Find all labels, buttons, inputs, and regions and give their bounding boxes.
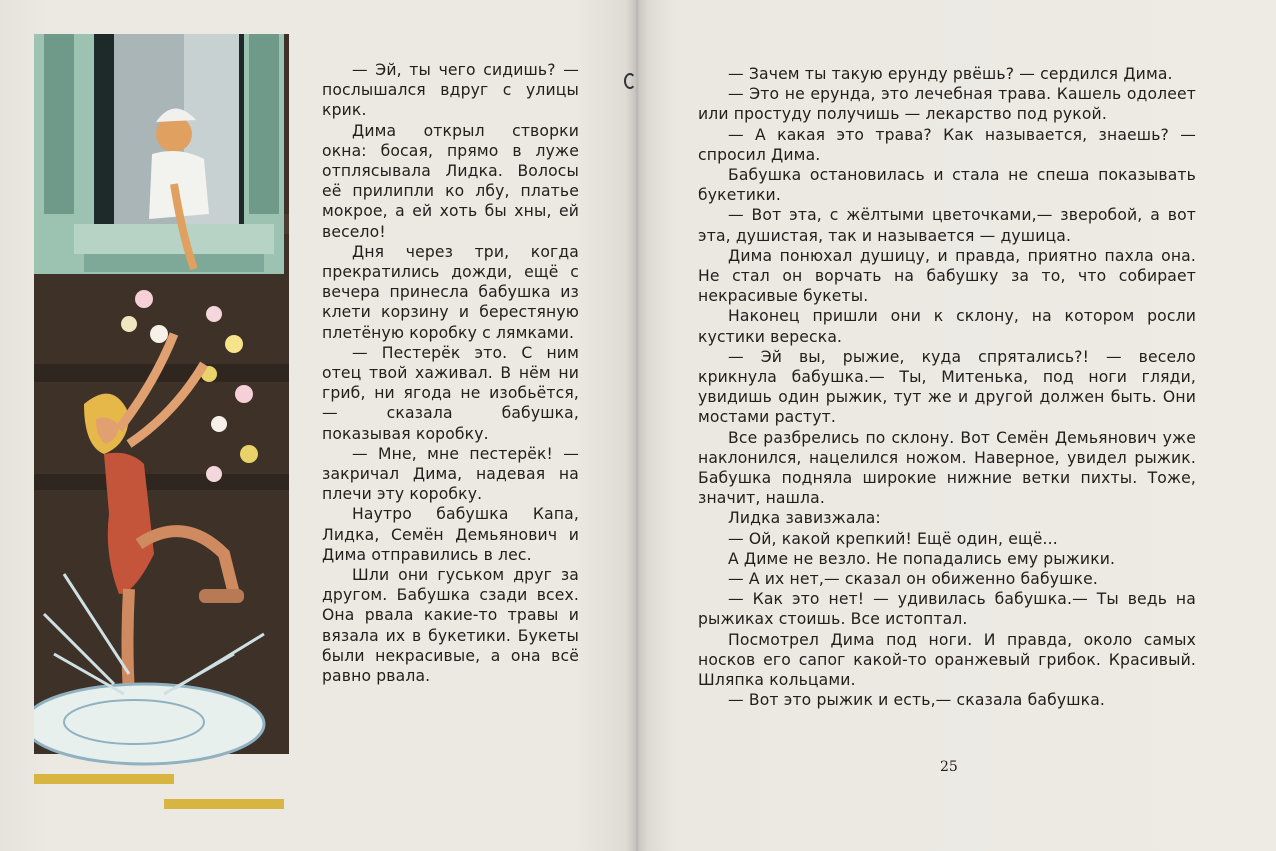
paragraph: — Как это нет! — удивилась бабушка.— Ты ведь на рыжиках стоишь. Все истоптал. (698, 590, 1196, 629)
paragraph: Шли они гуськом друг за другом. Бабушка сзади всех. Она рвала какие-то травы и вязала их в букетики. Букеты были некрасивые, а она всё равно рвала. (322, 566, 579, 686)
paragraph: — Это не ерунда, это лечебная трава. Кашель одолеет или простуду получишь — лекарство под рукой. (698, 85, 1196, 124)
paragraph: — Эй, ты чего сидишь? — послышался вдруг с улицы крик. (322, 61, 579, 120)
paragraph: Наконец пришли они к склону, на котором росли кустики вереска. (698, 307, 1196, 346)
paragraph: — Эй вы, рыжие, куда спрятались?! — весело крикнула бабушка.— Ты, Митенька, под ноги гляди, увидишь один рыжик, тут же и другой должен быть. Они мостами растут. (698, 347, 1196, 427)
paragraph: Наутро бабушка Капа, Лидка, Семён Демьянович и Дима отправились в лес. (322, 505, 579, 564)
paragraph: — А их нет,— сказал он обиженно бабушке. (728, 570, 1098, 589)
left-page-text (322, 60, 579, 686)
paragraph: Дима открыл створки окна: босая, прямо в луже отплясывала Лидка. Волосы её прилипли ко лбу, платье мокрое, а ей хоть бы хны, ей весело! (322, 121, 579, 241)
paragraph: — А какая это трава? Как называется, знаешь? — спросил Дима. (698, 125, 1196, 164)
paragraph: А Диме не везло. Не попадались ему рыжики. (728, 549, 1116, 568)
paragraph: Посмотрел Дима под ноги. И правда, около самых носков его сапог какой-то оранжевый грибок. Красивый. Шляпка кольцами. (698, 630, 1196, 690)
book-gutter (626, 0, 648, 851)
page-number: 25 (940, 759, 958, 775)
paragraph: — Ой, какой крепкий! Ещё один, ещё... (728, 529, 1058, 548)
paragraph: Дима понюхал душицу, и правда, приятно пахла она. Не стал он ворчать на бабушку за то, что собирает некрасивые букеты. (698, 246, 1196, 306)
right-page-text (698, 64, 1196, 711)
puddle (34, 684, 264, 764)
left-page (0, 0, 636, 851)
paragraph: — Мне, мне пестерёк! — закричал Дима, надевая на плечи эту коробку. (322, 444, 579, 504)
paragraph: — Зачем ты такую ерунду рвёшь? — сердился Дима. (728, 65, 1173, 83)
illustration-girl-dancing (34, 34, 296, 824)
paragraph: — Вот это рыжик и есть,— сказала бабушка. (728, 691, 1106, 710)
paragraph: Бабушка остановилась и стала не спеша показывать букетики. (698, 166, 1196, 205)
paragraph: — Пестерёк это. С ним отец твой хаживал. В нём ни гриб, ни ягода не изобьётся,— сказала бабушка, показывая коробку. (322, 343, 579, 443)
paragraph: Лидка завизжала: (728, 509, 881, 528)
paragraph: Все разбрелись по склону. Вот Семён Демьянович уже наклонился, нацелился ножом. Наверное, увидел рыжик. Бабушка подняла широкие нижние ветки пихты. Тоже, значит, нашла. (698, 428, 1196, 508)
paragraph: — Вот эта, с жёлтыми цветочками,— зверобой, а вот эта, душистая, так и называется — душица. (698, 206, 1196, 245)
paragraph: Дня через три, когда прекратились дожди, ещё с вечера принесла бабушка из клети корзину и берестяную плетёную коробку с лямками. (322, 242, 579, 342)
